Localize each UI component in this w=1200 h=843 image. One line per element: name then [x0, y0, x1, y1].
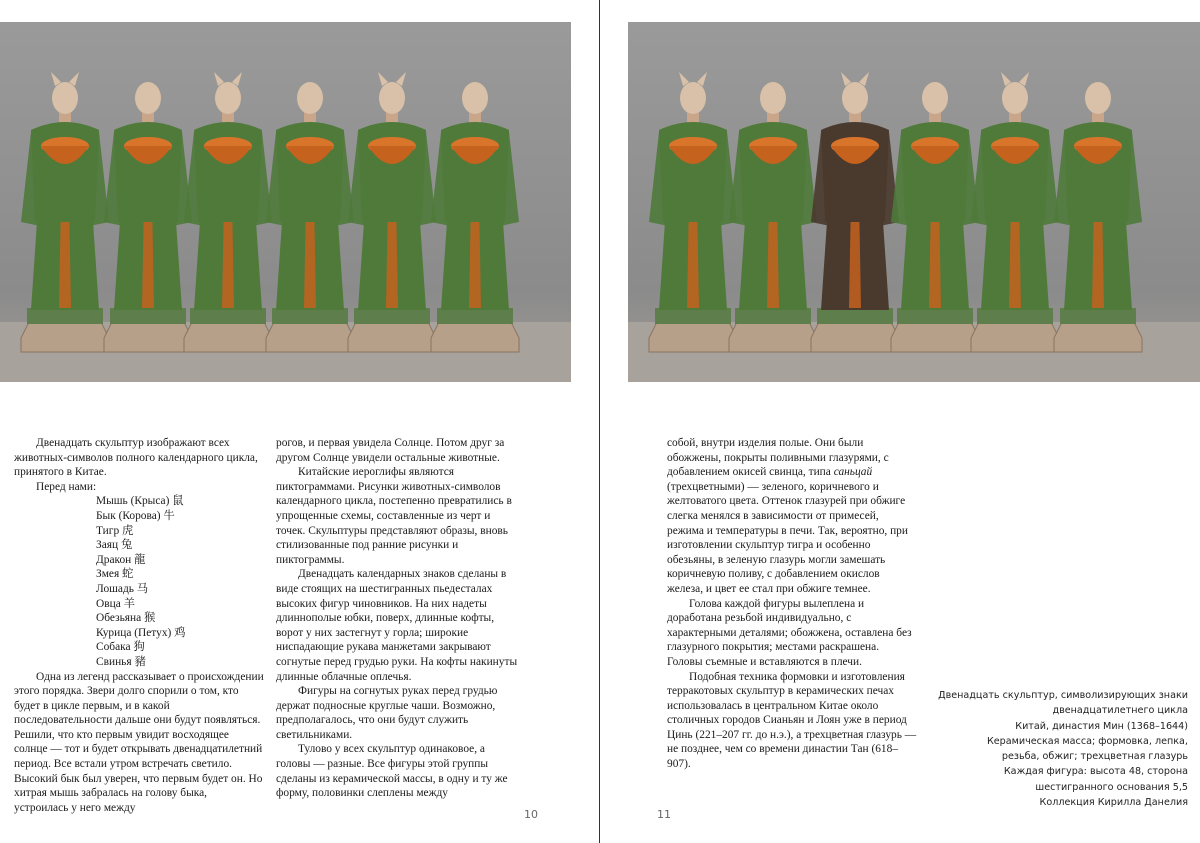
page-number-right: 11	[657, 808, 671, 821]
caption-line: резьба, обжиг; трехцветная глазурь	[1001, 751, 1188, 763]
sculptures-photo-left	[0, 22, 571, 382]
caption-line: Коллекция Кирилла Данелия	[1039, 797, 1188, 809]
caption-line: Китай, династия Мин (1368–1644)	[1015, 720, 1188, 732]
text-column-2	[276, 436, 521, 801]
figures-illustration-right	[628, 22, 1200, 382]
caption-line: Двенадцать скульптур, символизирующих знаки	[938, 690, 1188, 701]
paragraph-technique: Подобная техника формовки и изготовления терракотовых скульптур в керамических печах использовалась в центральном Китае около столичных городов Сианьян и Лоян уже в период Цинь (221–207 гг. до н.э.), а трехцветная глазурь — не позднее, чем со времени династии Тан (618–907).	[667, 670, 917, 771]
image-caption	[918, 688, 1188, 810]
page-number-left: 10	[524, 808, 538, 821]
text-column-3	[667, 436, 917, 772]
paragraph-glaze	[667, 436, 917, 597]
animal-item: Овца 羊	[96, 597, 135, 610]
animal-item: Лошадь 马	[96, 582, 149, 595]
paragraph-heads: Голова каждой фигуры вылеплена и доработана резьбой индивидуально, с характерными деталями; обожжена, оставлена без глазурного покрытия; местами раскрашена. Головы съемные и вставляются в плечи.	[667, 597, 912, 668]
paragraph-legend: Одна из легенд рассказывает о происхождении этого порядка. Звери долго спорили о том, кто будет в цикле первым, и в какой последовательности дальше они будут появляться. Решили, что кто первым увидит восходящее солнце — тот и будет открывать двенадцатилетний период. Все встали утром встречать светило. Высокий бык был уверен, что первым будет он. Но хитрая мышь забралась на голову быка, устроилась у него между	[14, 670, 264, 814]
sancai-term: саньцай	[833, 466, 873, 479]
animal-item: Тигр 虎	[96, 524, 134, 537]
paragraph-pictograms: Китайские иероглифы являются пиктограммами. Рисунки животных-символов календарного цикла, постепенно превратились в упрощенные схемы, составленные из черт и точек. Скульптуры представляют образы, вновь стилизованные под ранние рисунки и пиктограммы.	[276, 466, 512, 566]
text-column-1	[14, 436, 264, 815]
paragraph-bowls: Фигуры на согнутых руках перед грудью держат подносные круглые чаши. Возможно, предполагалось, что они будут служить светильниками.	[276, 685, 498, 741]
glaze-text-end: (трехцветными) — зеленого, коричневого и желтоватого цвета. Оттенок глазурей при обжиге слегка менялся в зависимости от примесей, режима и температуры в печи. Так, вероятно, при изготовлении скульптур тигра и особенно обезьяны, в зеленую глазурь могли замешать коричневую поливу, с добавлением окислов железа, и цвет ее стал при обжиге темнее.	[667, 480, 908, 595]
paragraph-continuation: рогов, и первая увидела Солнце. Потом друг за другом Солнце увидели остальные животные.	[276, 437, 505, 464]
animal-list	[96, 494, 264, 669]
animal-item: Собака 狗	[96, 641, 145, 654]
caption-line: Керамическая масса; формовка, лепка,	[986, 735, 1188, 747]
caption-line: шестигранного основания 5,5	[1035, 781, 1188, 793]
animal-item: Заяц 兔	[96, 539, 133, 552]
paragraph-body: Тулово у всех скульптур одинаковое, а головы — разные. Все фигуры этой группы сделаны из керамической массы, в одну и ту же форму, половинки слеплены между	[276, 743, 508, 800]
paragraph-intro: Двенадцать скульптур изображают всех животных-символов полного календарного цикла, принятого в Китае.	[14, 437, 258, 479]
list-intro: Перед нами:	[36, 480, 97, 493]
animal-item: Бык (Корова) 牛	[96, 509, 175, 522]
book-spine	[599, 0, 600, 843]
animal-item: Курица (Петух) 鸡	[96, 626, 186, 639]
animal-item: Свинья 豬	[96, 655, 146, 668]
paragraph-figures: Двенадцать календарных знаков сделаны в виде стоящих на шестигранных пьедесталах высоких фигур чиновников. На них надеты длиннополые юбки, поверх, длинные кофты, ворот у них застегнут у горла; широкие ниспадающие рукава манжетами закрывают согнутые перед грудью руки. На кофты накинуты длинные облачные оплечья.	[276, 568, 518, 683]
figures-illustration-left	[0, 22, 571, 382]
sculptures-photo-right	[628, 22, 1200, 382]
animal-item: Змея 蛇	[96, 568, 134, 581]
caption-line: двенадцатилетнего цикла	[1052, 705, 1188, 717]
glaze-text-start: собой, внутри изделия полые. Они были обожжены, покрыты поливными глазурями, с добавлением окисей свинца, типа	[667, 437, 889, 479]
animal-item: Мышь (Крыса) 鼠	[96, 495, 184, 508]
caption-line: Каждая фигура: высота 48, сторона	[1003, 766, 1188, 778]
animal-item: Обезьяна 猴	[96, 612, 156, 625]
animal-item: Дракон 龍	[96, 553, 146, 566]
